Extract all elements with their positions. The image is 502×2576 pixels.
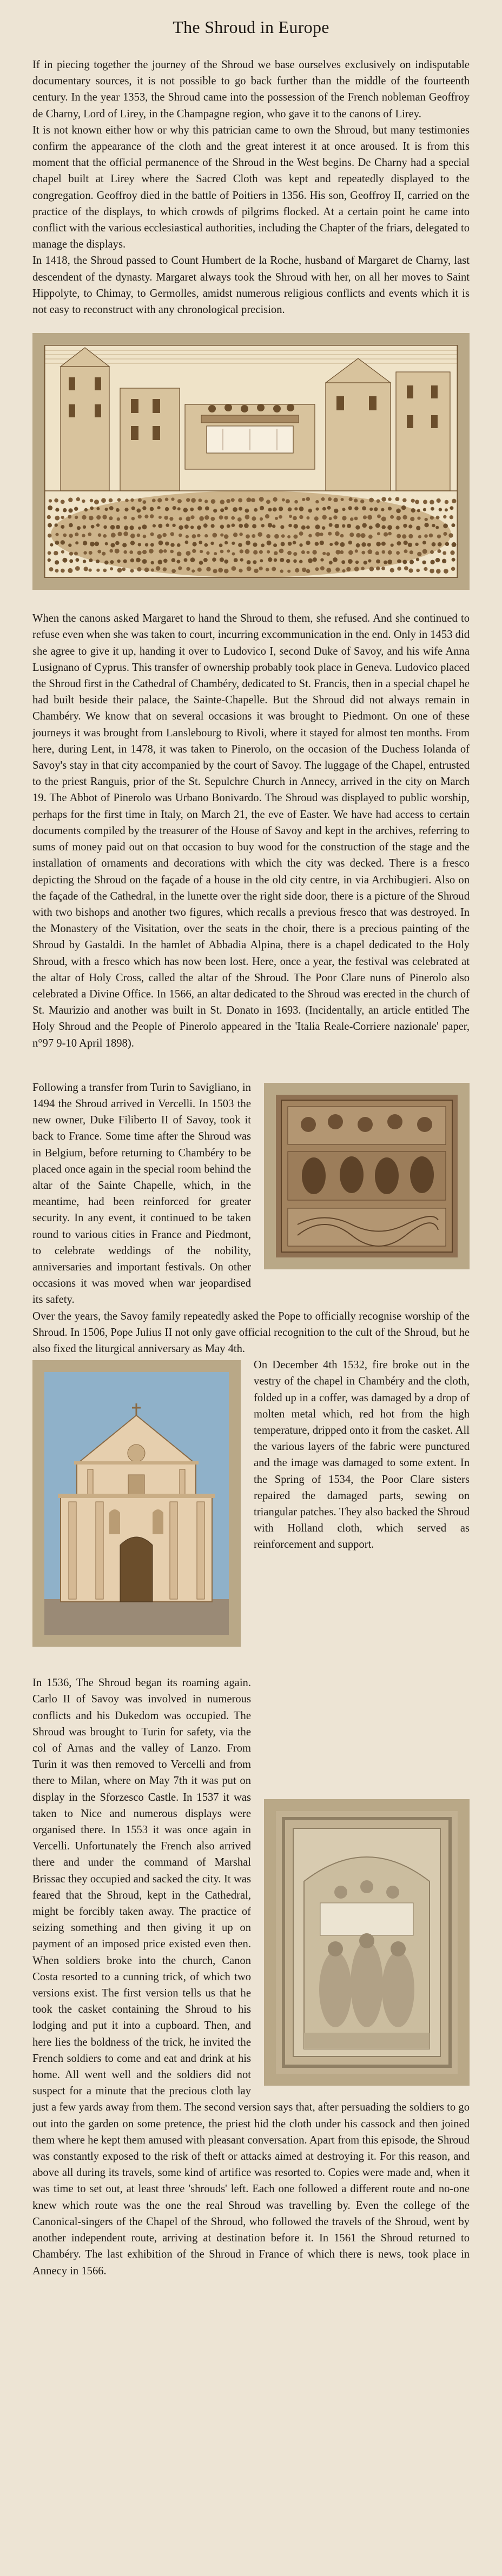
spacer [32, 1051, 470, 1080]
church-image [44, 1372, 229, 1635]
relief-image [276, 1095, 458, 1257]
church-figure [32, 1360, 241, 1647]
framed-devotional-painting [276, 1811, 458, 2074]
crowd-exhibition-engraving [44, 345, 458, 578]
paragraph-intro-2: It is not known either how or why this patrician came to own the Shroud, but many testimonies confirm the appearance of the cloth and the great interest it at once aroused. It is from this moment that the official permanence of the Shroud in the West begins. De Charny had a special chapel built at Lirey where the Sacred Cloth was kept and repeatedly displayed to the congregation. Geoffroy died in the battle of Poitiers in 1356. His son, Geoffroy II, carried on the practice of the displays, to which crowds of pilgrims flocked. At a certain point he came into conflict with the various ecclesiastical authorities, including the Chapter of the friars, delegated to manage the displays. [32, 124, 470, 251]
bronze-relief-panel [276, 1095, 458, 1257]
page-title: The Shroud in Europe [173, 17, 329, 37]
engraving-figure [32, 333, 470, 590]
baroque-church-facade [44, 1372, 229, 1635]
paragraph-fire: On December 4th 1532, fire broke out in the vestry of the chapel in Chambéry and the cloth, folded up in a coffer, was damaged by a drop of molten metal which, red hot from the high temperature, dripped onto it from the casket. All the various layers of the fabric were punctured and the image was damaged to some extent. In the Spring of 1534, the Poor Clare sisters repaired the damaged parts, sewing on triangular patches. They also backed the Shroud with Holland cloth, which served as reinforcement and support. [254, 1359, 470, 1551]
paragraph-intro-1: If in piecing together the journey of the Shroud we base ourselves exclusively on indisputable documentary sources, it is not possible to go back further than the middle of the fourteenth century. In the year 1353, the Shroud came into the possession of the French nobleman Geoffroy de Charny, Lord of Lirey, in the Champagne region, who gave it to the canons of Lirey. [32, 59, 470, 120]
paragraph-pope: Over the years, the Savoy family repeatedly asked the Pope to officially recognise worship of the Shroud. In 1506, Pope Julius II not only gave official recognition to the cult of the Shroud, but he also fixed the liturgical anniversary as May 4th. [32, 1310, 470, 1355]
relief-figure [264, 1083, 470, 1269]
painting-image [276, 1811, 458, 2074]
paragraph-intro-3: In 1418, the Shroud passed to Count Humbert de la Roche, husband of Margaret de Charny, last descendent of the dynasty. Margaret always took the Shroud with her, on all her moves to Saint Hippolyte, to Chimay, to Germolles, amidst numerous religious conflicts and events which it is not easy to reconstruct with any chronological precision. [32, 255, 470, 316]
paragraph-roaming: In 1536, The Shroud began its roaming again. Carlo II of Savoy was involved in numerous conflicts and his Dukedom was occupied. The Shroud was brought to Turin for safety, via the col of Arnas and the valley of Lanzo. From Turin it was then removed to Vercelli and from there to Milan, where on May 7th it was put on display in the Sforzesco Castle. In 1537 it was taken to Nice and numerous displays were organised there. In 1553 it was once again in Vercelli. Unfortunately the French also arrived there and under the command of Marshal Brissac they occupied and sacked the city. It was feared that the Shroud, kept in the Cathedral, might be forcibly taken away. The practice of seizing something and then giving it up on payment of an imposed price existed even then. When soldiers broke into the church, Canon Costa resorted to a cunning trick, of which two versions exist. The first version tells us that he took the casket containing the Shroud to his lodging and put it into a cupboard. Then, and here lies the boldness of the trick, he invited the French soldiers to come and eat and drink at his home. All went well and the soldiers did not suspect for a minute that the precious cloth lay just a few yards away from them. The second version says that, after persuading the soldiers to go out into the garden on some pretence, the priest hid the cloth under his cassock and then joined them where he kept them amused with pleasant conversation. Apart from this episode, the Shroud was constantly exposed to the risk of theft or attacks aimed at destroying it. For this reason, and above all during its travels, some kind of artifice was resorted to. Copies were made and, when it was time to set out, at least three 'shrouds' left. Each one followed a different route and no-one knew which route was the one the real Shroud was travelling by. Even the college of the Canonical-singers of the Chapel of the Shroud, who followed the travels of the Shroud, went by another independent route, arriving at destination before it. In 1561 the Shroud returned to Chambéry. The last exhibition of the Shroud in France of which there is news, took place in Annecy in 1566. [32, 1677, 470, 2277]
engraving-image [44, 345, 458, 578]
paragraph-margaret: When the canons asked Margaret to hand the Shroud to them, she refused. And she continued to refuse even when she was taken to court, incurring excommunication in the end. Only in 1453 did she agree to give it up, handing it over to Ludovico I, second Duke of Savoy, and his wife Anna Lusignano of Cyprus. This transfer of ownership probably took place in Geneva. Ludovico placed the Shroud first in the Cathedral of Chambéry, dedicated to St. Francis, then in a special chapel he had built beside their palace, the Sainte-Chapelle. But the Shroud did not always remain in Chambéry. We know that on several occasions it was brought to Piedmont. On one of these journeys it was brought from Lanslebourg to Rivoli, where it stayed for almost ten months. From here, during Lent, in 1478, it was taken to Pinerolo, on the occasion of the Duchess Iolanda of Savoy's stay in that city accompanied by the court of Savoy. The luggage of the Chapel, entrusted to the priest Ranguis, prior of the St. Sepulchre Church in Annecy, arrived in the city on March 19. The Abbot of Pinerolo was Urbano Bonivardo. The Shroud was displayed to public worship, perhaps for the first time in Italy, on March 21, the eve of Easter. We have had access to certain documents compiled by the treasurer of the House of Savoy and kept in the archives, referring to sums of money paid out on that occasion to buy wood for the construction of the stage and the installation of ornaments and decorations with which the city was decked. There is a fresco depicting the Shroud on the façade of a house in the old city centre, in via Archibugieri. Also on the façade of the Cathedral, in the lunette over the right side door, there is a picture of the Shroud with two bishops and another two figures, which recalls a previous fresco that was destroyed. In the Monastery of the Visitation, over the seats in the choir, there is a precious painting of the Shroud by Gastaldi. In the hamlet of Abbadia Alpina, there is a chapel dedicated to the Holy Shroud, with a fresco which has now been lost. Here, once a year, the festival was celebrated at the altar of Holy Cross, called the altar of the Shroud. The Poor Clare nuns of Pinerolo also celebrated a Divine Office. In 1566, an altar dedicated to the Shroud was erected in the church of St. Maurizio and another was built in St. Donato in 1693. (Incidentally, an article entitled The Holy Shroud and the People of Pinerolo appeared in the 'Italia Reale-Corriere nazionale' paper, n°97 9-10 April 1898). [32, 613, 470, 1049]
paragraph-transfers: Following a transfer from Turin to Savigliano, in 1494 the Shroud arrived in Vercelli. In 1503 the new owner, Duke Filiberto II of Savoy, took it back to France. Some time after the Shroud was in Belgium, before returning to Chambéry to be placed once again in the special room behind the altar of the Sainte Chapelle, which, in the meantime, had been reinforced for greater security. In any event, it continued to be taken round to various cities in France and Piedmont, to celebrate weddings of the nobility, anniversaries and important festivals. On other occasions it was moved when war jeopardised its safety. [32, 1081, 251, 1306]
painting-figure [264, 1799, 470, 2086]
spacer [32, 1653, 470, 1675]
